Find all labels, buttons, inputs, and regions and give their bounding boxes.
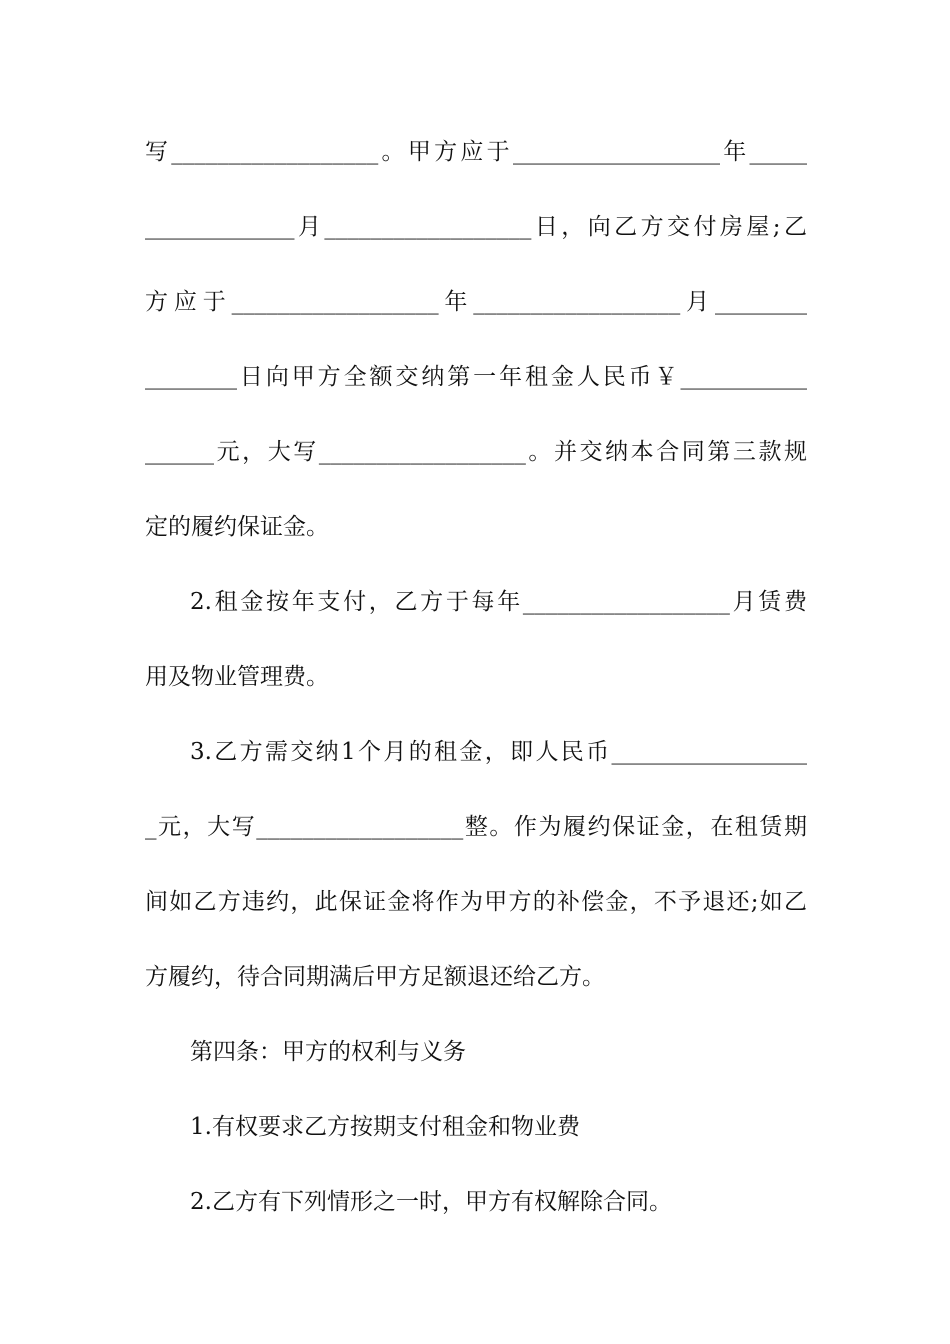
text-line-7: 2.租金按年支付，乙方于每年__________________月赁费 (190, 589, 807, 615)
text-line-12: 方履约，待合同期满后甲方足额退还给乙方。 (145, 964, 605, 990)
text-line-10: _元，大写__________________整。作为履约保证金，在租赁期 (145, 814, 807, 840)
text-line-5: ______元，大写__________________。并交纳本合同第三款规 (145, 439, 807, 465)
text-line-2: _____________月__________________日，向乙方交付房屋;乙 (145, 214, 807, 240)
section-heading-article-4: 第四条：甲方的权利与义务 (190, 1039, 466, 1065)
text-line-8: 用及物业管理费。 (145, 664, 329, 690)
text-line-4: ________日向甲方全额交纳第一年租金人民币￥___________ (145, 364, 807, 390)
text-line-6: 定的履约保证金。 (145, 514, 329, 540)
text-line-11: 间如乙方违约，此保证金将作为甲方的补偿金，不予退还;如乙 (145, 889, 807, 915)
text-line-9: 3.乙方需交纳1个月的租金，即人民币_________________ (190, 739, 807, 765)
text-line-1: 写__________________。甲方应于__________________年_____ (145, 139, 807, 165)
text-line-14: 1.有权要求乙方按期支付租金和物业费 (190, 1114, 580, 1140)
text-line-15: 2.乙方有下列情形之一时，甲方有权解除合同。 (190, 1189, 672, 1215)
text-line-3: 方应于__________________年__________________月________ (145, 289, 807, 315)
